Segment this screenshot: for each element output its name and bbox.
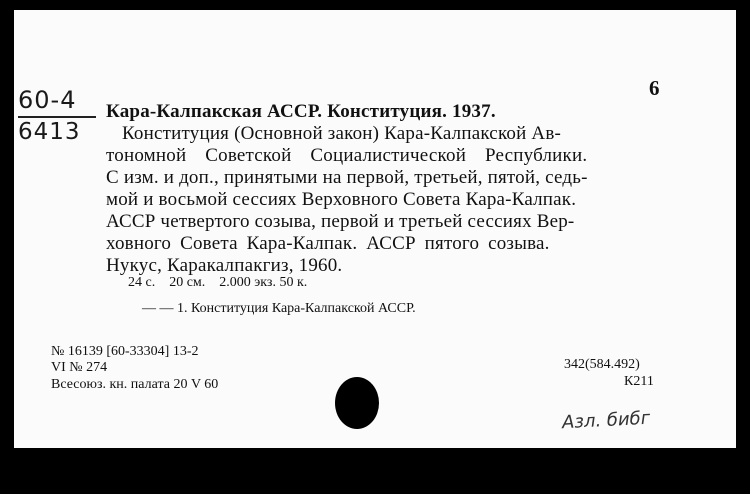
tracing: — — 1. Конституция Кара-Калпакской АССР. [142, 301, 416, 316]
handwritten-note: Азл. бибг [561, 407, 651, 434]
catalog-card [14, 10, 736, 448]
collation: 24 с. 20 см. 2.000 экз. 50 к. [128, 275, 308, 290]
record-number: Всесоюз. кн. палата 20 V 60 [51, 377, 219, 392]
body-line: Конституция (Основной закон) Кара-Калпакской Ав- [122, 123, 562, 144]
record-number: № 16139 [60-33304] 13-2 [51, 344, 199, 359]
entry-heading: Кара-Калпакская АССР. Конституция. 1937. [106, 101, 496, 122]
punch-hole [335, 377, 379, 429]
body-line: мой и восьмой сессиях Верховного Совета Кара-Калпак. [106, 189, 577, 210]
classification-code: 342(584.492) [564, 357, 640, 372]
body-line: тономной Советской Социалистической Республики. [106, 145, 588, 166]
shelf-mark-underline [18, 116, 96, 118]
volume-number: 6 [649, 76, 660, 100]
record-number: VI № 274 [51, 360, 108, 375]
body-line: АССР четвертого созыва, первой и третьей сессиях Вер- [106, 211, 575, 232]
body-line: Нукус, Каракалпакгиз, 1960. [106, 255, 343, 276]
shelf-mark: 60-4 [18, 86, 77, 114]
body-line: С изм. и доп., принятыми на первой, третьей, пятой, седь- [106, 167, 588, 188]
inventory-number: 6413 [18, 119, 81, 145]
classification-code: К211 [624, 374, 654, 389]
body-line: ховного Совета Кара-Калпак. АССР пятого созыва. [106, 233, 550, 254]
